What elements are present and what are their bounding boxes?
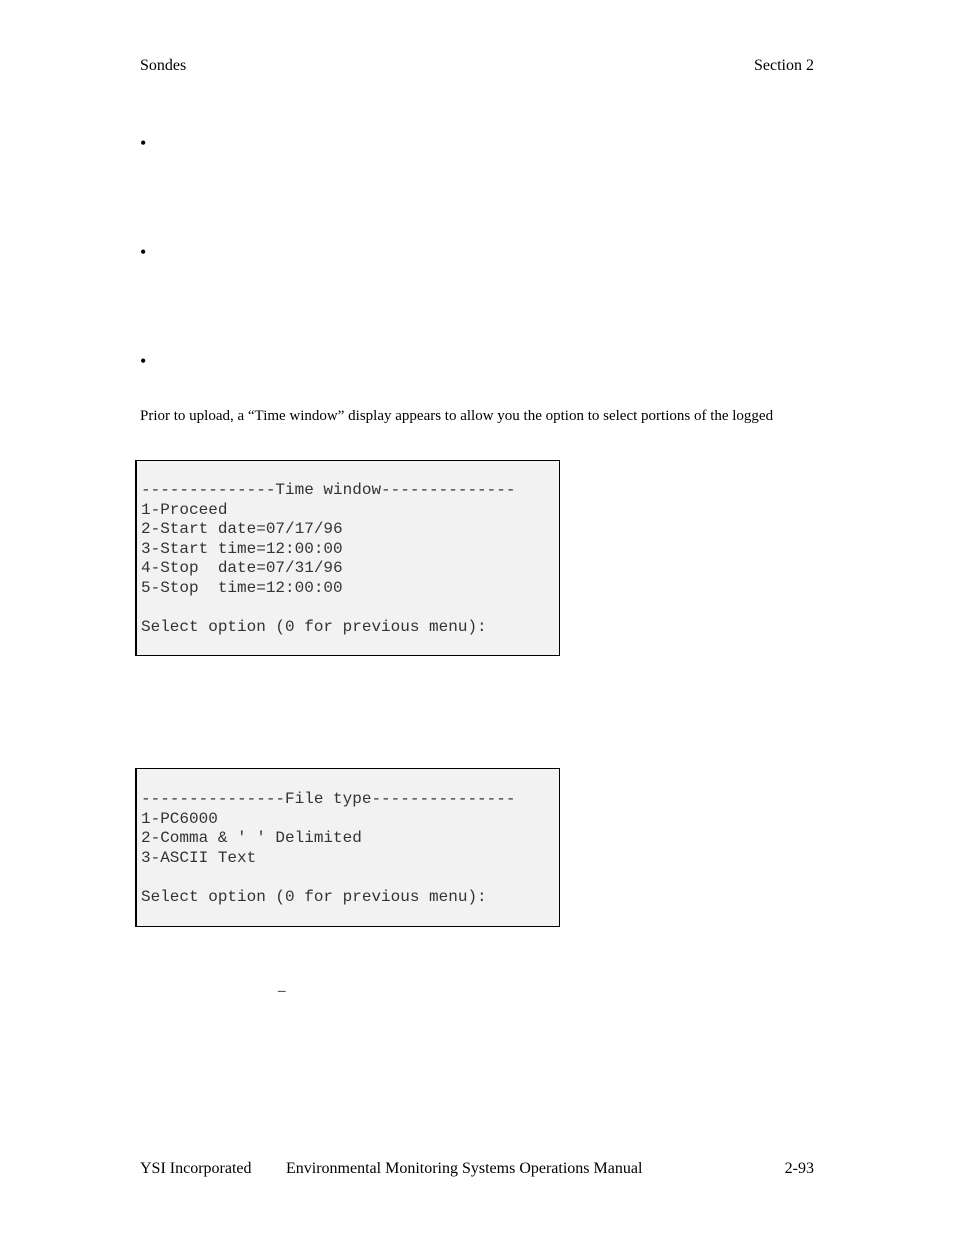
menu-option-pc6000: 1-PC6000	[141, 809, 218, 828]
menu-option-start-date: 2-Start date=07/17/96	[141, 520, 343, 538]
menu-option-comma-delimited: 2-Comma & ' ' Delimited	[141, 829, 362, 847]
menu-option-stop-date: 4-Stop date=07/31/96	[141, 559, 343, 577]
header-right: Section 2	[754, 57, 814, 74]
time-window-menu-box	[135, 460, 560, 656]
stray-underscore-mark: _	[278, 978, 286, 994]
footer-manual-title: Environmental Monitoring Systems Operations Manual	[286, 1160, 643, 1177]
body-paragraph: Prior to upload, a “Time window” display appears to allow you the option to select portions of the logged	[140, 408, 774, 424]
time-window-title-line: --------------Time window--------------	[141, 481, 516, 499]
menu-option-proceed: 1-Proceed	[141, 500, 228, 519]
file-type-menu-box	[135, 768, 560, 927]
bullet-2: •	[140, 242, 147, 262]
footer-company: YSI Incorporated	[140, 1160, 252, 1177]
select-option-prompt: Select option (0 for previous menu):	[141, 887, 487, 906]
header-left: Sondes	[140, 57, 187, 74]
file-type-title-line: ---------------File type---------------	[141, 790, 516, 808]
select-option-prompt: Select option (0 for previous menu):	[141, 617, 487, 636]
menu-option-stop-time: 5-Stop time=12:00:00	[141, 578, 343, 597]
footer-page-number: 2-93	[784, 1160, 814, 1177]
menu-option-ascii-text: 3-ASCII Text	[141, 848, 257, 867]
bullet-1: •	[140, 133, 147, 153]
menu-option-start-time: 3-Start time=12:00:00	[141, 539, 343, 558]
bullet-3: •	[140, 351, 147, 371]
